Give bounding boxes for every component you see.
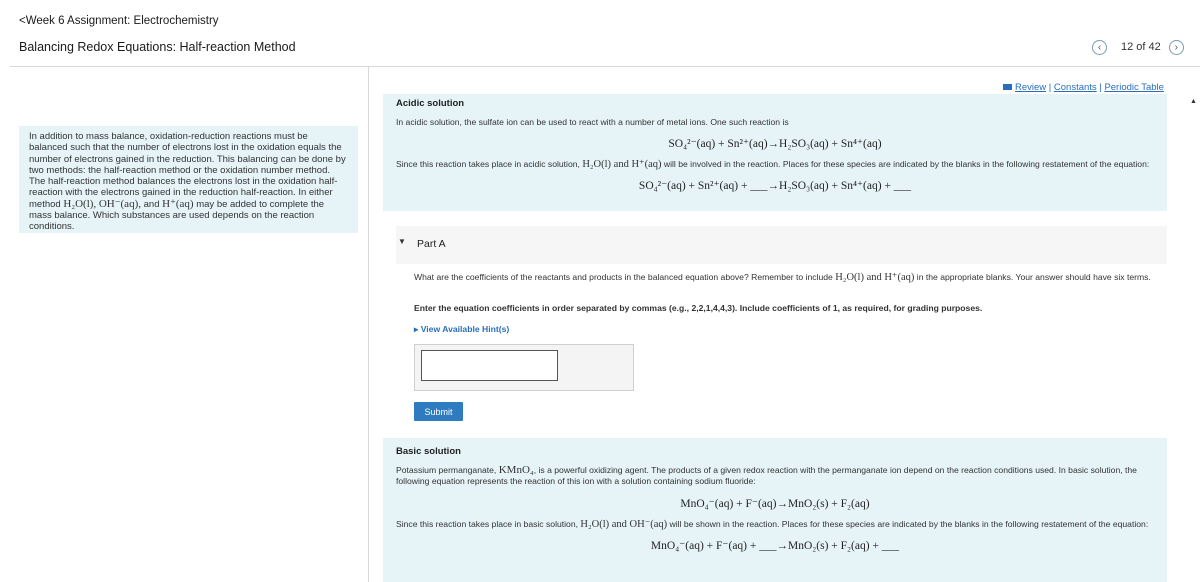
answer-input[interactable] [421,350,558,381]
acidic-intro: In acidic solution, the sulfate ion can be used to react with a number of metal ions. One such reaction is [396,117,789,127]
acidic-blank-equation: SO₄²⁻(aq) + Sn²⁺(aq) + ___→H₂SO₃(aq) + Sn⁴⁺(aq) + ___ [638,180,912,192]
basic-note-text: Since this reaction takes place in basic solution, [396,519,581,529]
acidic-note-text-2: will be involved in the reaction. Places for these species are indicated by the blanks in the following restatement of the equation: [661,159,1150,169]
review-icon [1003,84,1012,90]
question-species: H₂O(l) and H⁺(aq) [835,272,915,283]
back-to-assignment-link[interactable]: <Week 6 Assignment: Electrochemistry [19,15,219,27]
basic-equation: MnO₄⁻(aq) + F⁻(aq)→MnO₂(s) + F₂(aq) [680,498,870,510]
intro-and: and [140,198,163,210]
answer-area [414,344,634,391]
basic-intro-text: Potassium permanganate, [396,465,499,475]
collapse-triangle-icon[interactable]: ▼ [398,237,406,246]
pager-count: 12 of 42 [1121,41,1161,53]
part-a-instruction: Enter the equation coefficients in order separated by commas (e.g., 2,2,1,4,4,3). Include coefficients of 1, as required, for grading purposes. [414,303,983,313]
intro-h2o: H₂O(l), [63,197,97,210]
intro-text-2: may be added to complete the mass balance. Which substances are used depends on the reaction conditions. [29,198,325,233]
basic-blank-equation: MnO₄⁻(aq) + F⁻(aq) + ___→MnO₂(s) + F₂(aq) + ___ [650,540,900,552]
chevron-left-icon[interactable]: ‹ [1092,40,1107,55]
question-text-2: in the appropriate blanks. Your answer should have six terms. [914,272,1151,282]
basic-title: Basic solution [396,446,461,457]
page-title: Balancing Redox Equations: Half-reaction Method [19,40,296,54]
basic-intro-text-2: , is a powerful oxidizing agent. The products of a given redox reaction with the permanganate ion depend on the reaction conditions used. In basic solution, the following equation represents the reaction of this ion with a solution containing sodium fluoride: [396,465,1137,486]
intro-oh: OH⁻(aq), [98,197,141,210]
basic-note [396,519,1154,530]
part-a-question [414,271,1174,284]
intro-hplus: H⁺(aq) [162,197,194,210]
pager [1092,38,1184,56]
view-hints-link[interactable]: ▸ View Available Hint(s) [414,324,510,334]
acidic-equation: SO₄²⁻(aq) + Sn²⁺(aq)→H₂SO₃(aq) + Sn⁴⁺(aq) [668,138,882,150]
basic-kmno4: KMnO₄ [498,464,534,476]
intro-panel [19,126,358,233]
basic-note-text-2: will be shown in the reaction. Places for these species are indicated by the blanks in the following restatement of the equation: [667,519,1149,529]
periodic-table-link[interactable]: Periodic Table [1104,82,1164,93]
acidic-note [396,159,1154,170]
acidic-solution-panel [383,94,1167,211]
basic-note-species: H₂O(l) and OH⁻(aq) [580,519,668,530]
chevron-right-icon[interactable]: › [1169,40,1184,55]
resource-links [1003,82,1164,93]
basic-solution-panel [383,438,1167,582]
basic-intro [396,465,1154,487]
question-text: What are the coefficients of the reactants and products in the balanced equation above? Remember to include [414,272,836,282]
acidic-title: Acidic solution [396,98,465,109]
scroll-up-icon[interactable]: ▲ [1190,98,1197,105]
submit-button[interactable]: Submit [414,402,463,421]
column-divider [368,67,369,582]
acidic-note-species: H₂O(l) and H⁺(aq) [582,159,662,170]
header-divider [10,66,1200,67]
acidic-note-text: Since this reaction takes place in acidic solution, [396,159,583,169]
intro-text: In addition to mass balance, oxidation-reduction reactions must be balanced such that the number of electrons lost in the oxidation equals the number of electrons gained in the reduction. This balancing can be done by two methods: the half-reaction method or the oxidation number method. The half-reaction method balances the electrons lost in the oxidation half-reaction with the electrons gained in the reduction half-reaction. In either method [29,131,346,210]
review-link[interactable]: Review [1015,82,1047,93]
link-separator: | [1099,82,1102,93]
constants-link[interactable]: Constants [1053,82,1097,93]
part-a-header[interactable] [396,226,1167,264]
link-separator: | [1048,82,1052,93]
part-a-label: Part A [417,238,446,250]
